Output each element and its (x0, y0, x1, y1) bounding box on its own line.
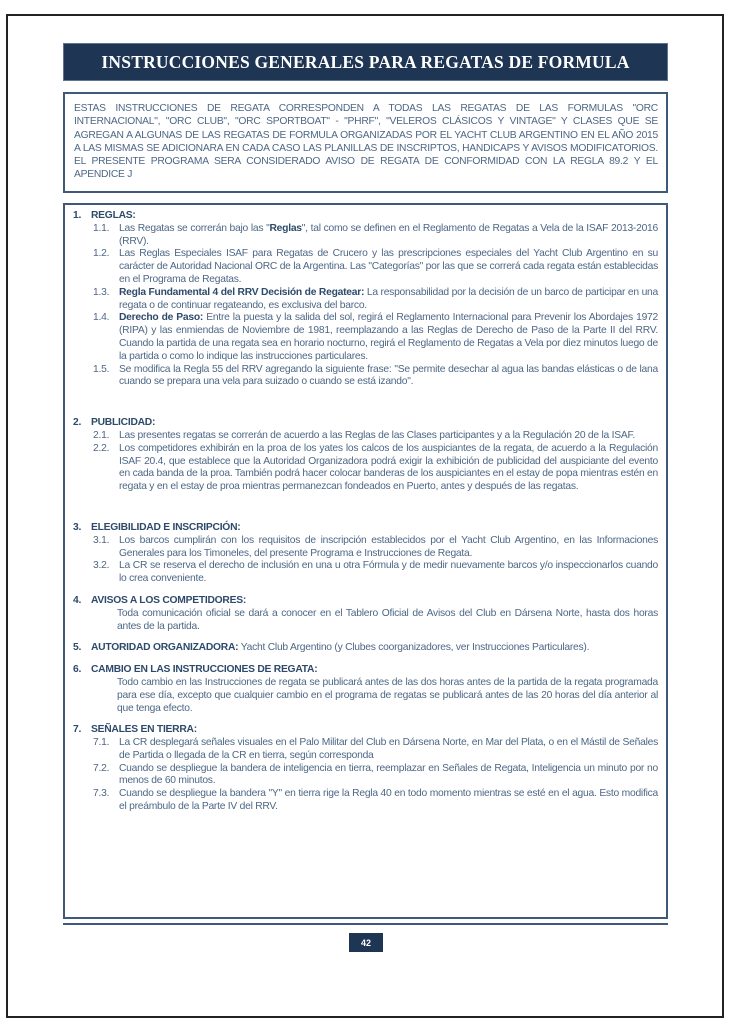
section-title: REGLAS: (91, 210, 136, 221)
title-banner (63, 43, 668, 81)
item-text: Los barcos cumplirán con los requisitos de inscripción establecidos por el Yacht Club Argentino, en las Informaciones Generales para los Timoneles, del presente Programa e Instrucciones de Regata. (119, 534, 658, 559)
list-item (93, 788, 658, 814)
item-text: Se modifica la Regla 55 del RRV agregando la siguiente frase: "Se permite desechar al agua las bandas elásticas o de lana cuando se prepara una vela para suizado o cuando se está izando". (119, 363, 658, 388)
item-number: 1.1. (93, 222, 110, 234)
item-number: 2.1. (93, 429, 110, 441)
item-text: Las presentes regatas se correrán de acuerdo a las Reglas de las Clases participantes y a la Regulación 20 de la ISAF. (119, 429, 635, 441)
list-item (93, 535, 658, 561)
section-title: SEÑALES EN TIERRA: (91, 724, 197, 736)
page-title: INSTRUCCIONES GENERALES PARA REGATAS DE FORMULA (101, 51, 630, 72)
item-text: Las Reglas Especiales ISAF para Regatas de Crucero y las prescripciones especiales del Yacht Club Argentino en su carácter de Autoridad Nacional ORC de la Argentina. Las "Categorías" por las que se correrá cada regata están establecidas en el Programa de Regatas. (119, 248, 658, 285)
section-avisos (73, 595, 658, 633)
bottom-divider (63, 917, 668, 925)
list-item (93, 223, 658, 249)
item-text: Cuando se despliegue la bandera "Y" en tierra rige la Regla 40 en todo momento mientras se esté en el agua. Esto modifica el preámbulo de la Parte IV del RRV. (119, 788, 658, 813)
section-number: 5. (73, 642, 82, 654)
section-number: 6. (73, 664, 82, 676)
section-number: 2. (73, 417, 82, 429)
item-text: Entre la puesta y la salida del sol, regirá el Reglamento Internacional para Prevenir los Abordajes 1972 (RIPA) y las enmiendas de Noviembre de 1981, reemplazando a las Reglas de Derecho de Paso de la Parte II del RRV. Cuando la partida de una regata sea en horario nocturno, regirá el Reglamento de Regatas a Vela por diez minutos luego de la partida o como lo indique las instrucciones particulares. (119, 312, 658, 362)
section-publicidad (73, 417, 658, 494)
item-number: 2.2. (93, 442, 110, 454)
section-cambio (73, 664, 658, 715)
item-bold: Regla Fundamental 4 del RRV Decisión de Regatear: (119, 286, 365, 298)
item-number: 1.4. (93, 312, 110, 324)
item-number: 1.3. (93, 286, 110, 298)
item-text: La CR se reserva el derecho de inclusión en una u otra Fórmula y de medir nuevamente barcos y/o inspeccionarlos cuando lo crea conveniente. (119, 560, 658, 585)
intro-box: ESTAS INSTRUCCIONES DE REGATA CORRESPONDEN A TODAS LAS REGATAS DE LAS FORMULAS "ORC INTERNACIONAL", "ORC CLUB", "ORC SPORTBOAT" - "PHRF", "VELEROS CLÁSICOS Y VINTAGE" Y CLASES QUE SE AGREGAN A ALGUNAS DE LAS REGATAS DE FORMULA ORGANIZADAS POR EL YACHT CLUB ARGENTINO EN EL AÑO 2015 A LAS MISMAS SE ADICIONARA EN CADA CASO LAS PLANILLAS DE INSCRIPTOS, HANDICAPS Y AVISOS MODIFICATORIOS. EL PRESENTE PROGRAMA SERA CONSIDERADO AVISO DE REGATA DE CONFORMIDAD CON LA REGLA 89.2 Y EL APENDICE J (63, 92, 668, 193)
section-autoridad (73, 642, 658, 655)
section-senales (73, 724, 658, 814)
list-item (93, 443, 658, 494)
item-number: 7.3. (93, 788, 110, 800)
item-text: Los competidores exhibirán en la proa de los yates los calcos de los auspiciantes de la regata, de acuerdo a la Regulación ISAF 20.4, que establece que la Autoridad Organizadora podrá exigir la exhibición de publicidad del auspiciante del evento en cada banda de la proa. También podrá hacer colocar banderas de los auspiciantes en el estay de popa mientras estén en regata y en el estay de proa mientras permanezcan fondeados en Puerto, antes y después de las regatas. (119, 442, 658, 493)
rules-box (63, 203, 668, 919)
item-number: 7.1. (93, 737, 110, 749)
item-text: La CR desplegará señales visuales en el Palo Militar del Club en Dársena Norte, en Mar del Plata, o en el Mástil de Señales de Partida o llegada de la CR en tierra, según corresponda (119, 737, 658, 761)
list-item (93, 430, 658, 443)
list-item (93, 560, 658, 586)
item-number: 3.1. (93, 534, 110, 546)
item-number: 1.5. (93, 363, 110, 375)
section-number: 1. (73, 210, 82, 221)
section-text: Toda comunicación oficial se dará a conocer en el Tablero Oficial de Avisos del Club en Dársena Norte, hasta dos horas antes de la partida. (117, 607, 658, 632)
item-text: La responsabilidad por la decisión de un barco de participar en una regata o de continuar regateando, es exclusiva del barco. (119, 286, 658, 311)
item-bold: Reglas (269, 222, 302, 234)
item-bold: Derecho de Paso: (119, 312, 204, 324)
item-number: 7.2. (93, 762, 110, 774)
list-item (93, 737, 658, 763)
item-number: 1.2. (93, 248, 110, 260)
item-text: Cuando se despliegue la bandera de inteligencia en tierra, reemplazar en Señales de Regata, Inteligencia un minuto por no menos de 60 minutos. (119, 762, 658, 787)
list-item (93, 312, 658, 363)
section-number: 3. (73, 521, 82, 533)
section-number: 7. (73, 724, 82, 736)
list-item (93, 287, 658, 313)
page-number: 42 (349, 933, 383, 952)
section-title: AVISOS A LOS COMPETIDORES: (91, 594, 247, 606)
section-title: AUTORIDAD ORGANIZADORA: (91, 642, 239, 654)
item-number: 3.2. (93, 560, 110, 572)
item-text: ", tal como se definen en el Reglamento de Regatas a Vela de la ISAF 2013-2016 (RRV). (119, 222, 659, 247)
section-elegibilidad (73, 522, 658, 586)
section-title: PUBLICIDAD: (91, 417, 156, 429)
section-title: ELEGIBILIDAD E INSCRIPCIÓN: (91, 521, 241, 533)
section-number: 4. (73, 594, 82, 606)
list-item (93, 248, 658, 286)
list-item (93, 763, 658, 789)
section-text: Yacht Club Argentino (y Clubes coorganizadores, ver Instrucciones Particulares). (238, 642, 590, 654)
list-item (93, 364, 658, 390)
section-text: Todo cambio en las Instrucciones de regata se publicará antes de las dos horas antes de la partida de la regata programada para ese día, excepto que cualquier cambio en el programa de regatas se publicará antes de las 20 horas del día anterior al que tenga efecto. (117, 676, 658, 714)
section-title: CAMBIO EN LAS INSTRUCCIONES DE REGATA: (91, 664, 318, 676)
item-text: Las Regatas se correrán bajo las " (119, 222, 270, 234)
section-reglas (73, 210, 658, 389)
